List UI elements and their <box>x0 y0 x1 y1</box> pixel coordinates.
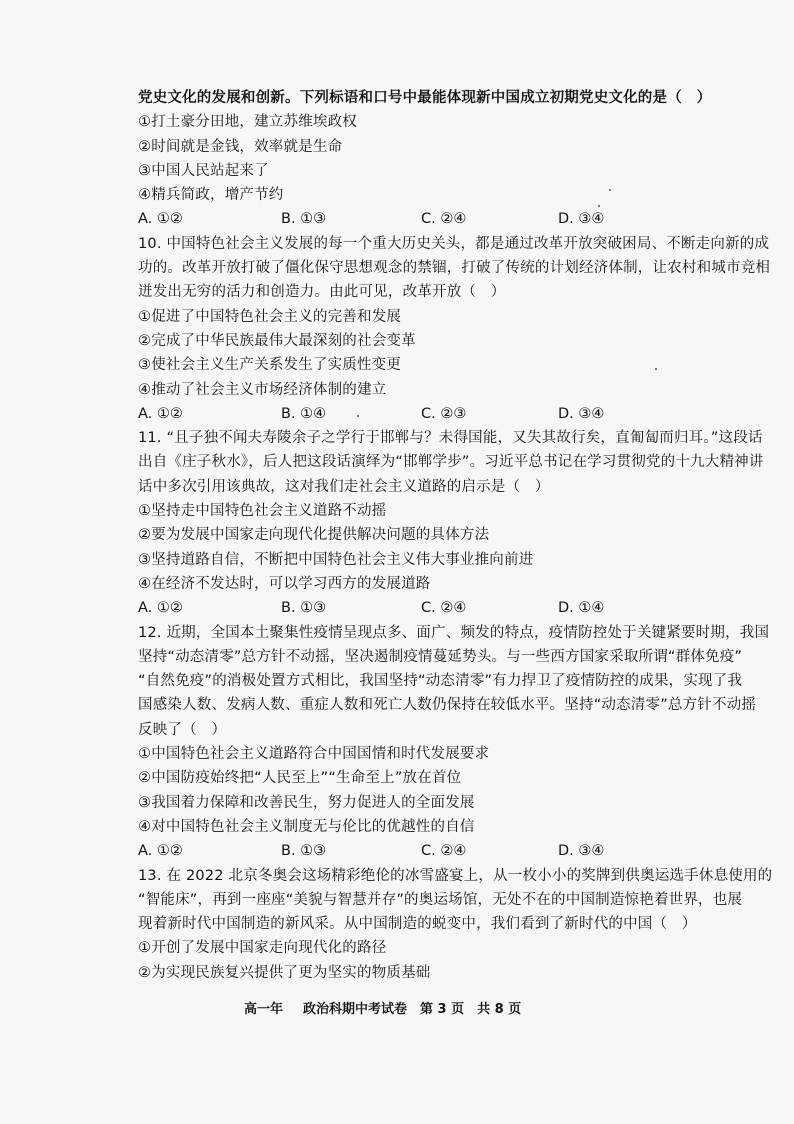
question-stem: 反映了（ ） <box>138 721 227 738</box>
option-statement: ②完成了中华民族最伟大最深刻的社会变革 <box>138 332 416 349</box>
page-content <box>138 86 773 985</box>
choice-a: A. ①② <box>138 211 183 228</box>
question-stem: 话中多次引用该典故，这对我们走社会主义道路的启示是（ ） <box>138 478 550 495</box>
choice-d: D. ③④ <box>558 843 605 860</box>
option-statement: ④推动了社会主义市场经济体制的建立 <box>138 381 387 398</box>
answer-choices <box>138 839 698 863</box>
question-stem: 功的。改革开放打破了僵化保守思想观念的禁锢，打破了传统的计划经济体制，让农村和城市竞相 <box>138 260 771 277</box>
question-stem: 迸发出无穷的活力和创造力。由此可见，改革开放（ ） <box>138 284 506 301</box>
scan-speck <box>655 368 657 370</box>
option-statement: ①开创了发展中国家走向现代化的路径 <box>138 940 387 957</box>
choice-c: C. ②④ <box>421 600 467 617</box>
choice-c: C. ②④ <box>421 843 467 860</box>
choice-b: B. ①③ <box>281 843 327 860</box>
choice-b: B. ①③ <box>281 600 327 617</box>
question-stem: 10. 中国特色社会主义发展的每一个重大历史关头，都是通过改革开放突破困局、不断走向新的成 <box>138 235 770 252</box>
option-statement: ①中国特色社会主义道路符合中国国情和时代发展要求 <box>138 746 490 763</box>
question-stem: 党史文化的发展和创新。下列标语和口号中最能体现新中国成立初期党史文化的是（ ） <box>138 90 712 106</box>
answer-choices <box>138 207 698 231</box>
option-statement: ②要为发展中国家走向现代化提供解决问题的具体方法 <box>138 527 490 544</box>
choice-d: D. ①④ <box>558 600 605 617</box>
option-statement: ②为实现民族复兴提供了更为坚实的物质基础 <box>138 964 431 981</box>
choice-d: D. ③④ <box>558 211 605 228</box>
choice-a: A. ①② <box>138 600 183 617</box>
question-10 <box>138 232 771 426</box>
choice-c: C. ②④ <box>421 211 467 228</box>
footer-exam-info: 政治科期中考试卷 第 3 页 共 8 页 <box>303 1002 522 1017</box>
option-statement: ①打土豪分田地，建立苏维埃政权 <box>138 114 357 131</box>
option-statement: ④在经济不发达时，可以学习西方的发展道路 <box>138 575 431 592</box>
choice-b: B. ①④ <box>281 405 327 422</box>
question-stem: 12. 近期，全国本土聚集性疫情呈现点多、面广、频发的特点，疫情防控处于关键紧要时期，我国 <box>138 624 770 641</box>
option-statement: ②中国防疫始终把“人民至上”“生命至上”放在首位 <box>138 770 462 787</box>
option-statement: ③使社会主义生产关系发生了实质性变更 <box>138 357 402 374</box>
scan-speck <box>598 205 600 207</box>
answer-choices <box>138 402 698 426</box>
option-statement: ④对中国特色社会主义制度无与伦比的优越性的自信 <box>138 818 475 835</box>
scan-speck <box>609 189 611 191</box>
question-stem: 11. “且子独不闻夫寿陵余子之学行于邯郸与？未得国能，又失其故行矣，直匍匐而归耳。”这段话 <box>138 430 763 447</box>
question-stem: “智能床”，再到一座座“美貌与智慧并存”的奥运场馆，无处不在的中国制造惊艳着世界，也展 <box>138 891 743 908</box>
option-statement: ④精兵简政，增产节约 <box>138 187 284 204</box>
choice-a: A. ①② <box>138 405 183 422</box>
option-statement: ②时间就是金钱，效率就是生命 <box>138 138 343 155</box>
option-statement: ③坚持道路自信，不断把中国特色社会主义伟大事业推向前进 <box>138 551 534 568</box>
choice-d: D. ③④ <box>558 405 605 422</box>
question-13 <box>138 864 773 985</box>
choice-b: B. ①③ <box>281 211 327 228</box>
question-stem: 坚持“动态清零”总方针不动摇，坚决遏制疫情蔓延势头。与一些西方国家采取所谓“群体免疫” <box>138 648 743 665</box>
scan-speck <box>357 415 359 417</box>
question-stem: 13. 在 2022 北京冬奥会这场精彩绝伦的冰雪盛宴上，从一枚小小的奖牌到供奥运选手休息使用的 <box>138 867 773 884</box>
question-stem: 出自《庄子秋水》，后人把这段话演绎为“邯郸学步”。习近平总书记在学习贯彻党的十九大精神讲 <box>138 454 764 471</box>
question-12 <box>138 621 770 864</box>
question-stem: 现着新时代中国制造的新风采。从中国制造的蜕变中，我们看到了新时代的中国（ ） <box>138 916 697 933</box>
choice-a: A. ①② <box>138 843 183 860</box>
option-statement: ①坚持走中国特色社会主义道路不动摇 <box>138 503 387 520</box>
option-statement: ③我国着力保障和改善民生，努力促进人的全面发展 <box>138 794 475 811</box>
option-statement: ①促进了中国特色社会主义的完善和发展 <box>138 308 402 325</box>
answer-choices <box>138 596 698 620</box>
option-statement: ③中国人民站起来了 <box>138 162 269 179</box>
choice-c: C. ②③ <box>421 405 467 422</box>
question-stem: 国感染人数、发病人数、重症人数和死亡人数仍保持在较低水平。坚持“动态清零”总方针不动摇 <box>138 697 757 714</box>
question-9 <box>138 86 712 232</box>
footer-grade: 高一年 <box>244 1002 284 1017</box>
question-11 <box>138 426 764 620</box>
question-stem: “自然免疫”的消极处置方式相比，我国坚持“动态清零”有力捍卫了疫情防控的成果，实现了我 <box>138 673 743 690</box>
